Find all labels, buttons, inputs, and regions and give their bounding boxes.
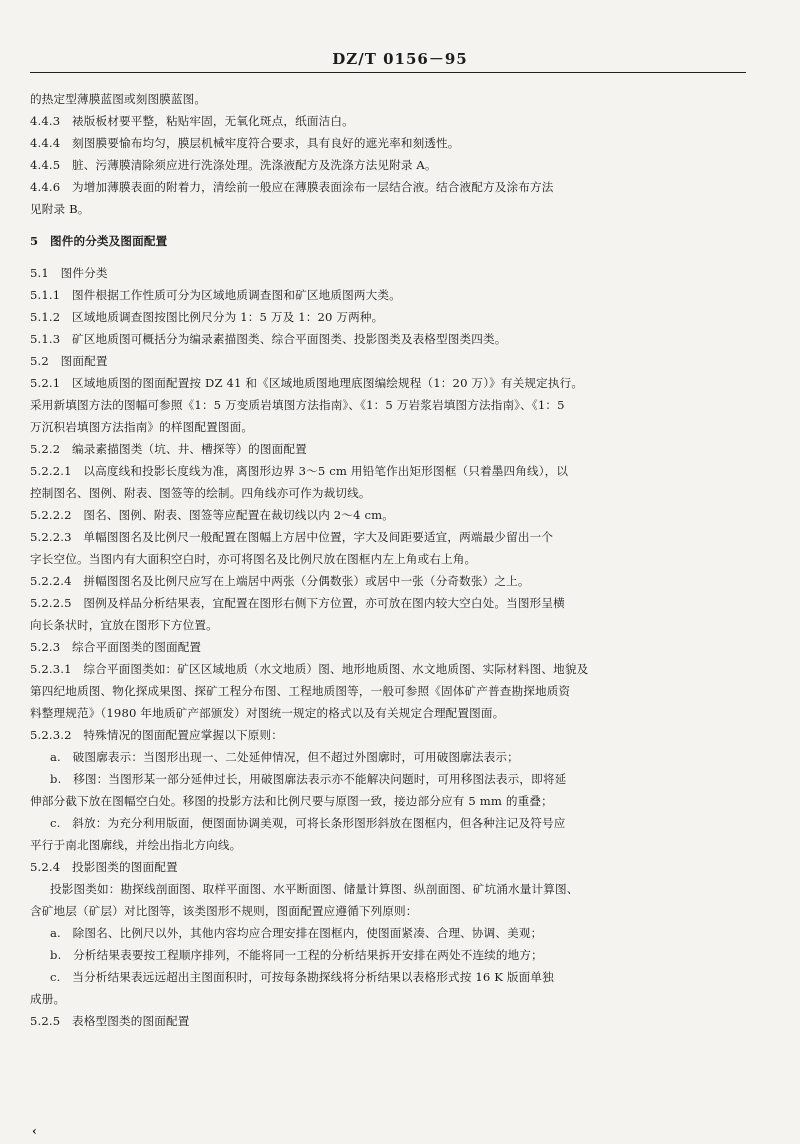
subsection-heading: 5.2 图面配置 [30,354,108,368]
standard-code-header: DZ/T 0156－95 [332,50,468,68]
text-line: 4.4.3 裱版板材要平整，粘贴牢固，无氧化斑点，纸面洁白。 [30,114,354,128]
text-line: 料整理规范》（1980 年地质矿产部颁发）对图统一规定的格式以及有关规定合理配置图面。 [30,706,505,720]
text-line: 采用新填图方法的图幅可参照《1：5 万变质岩填图方法指南》、《1：5 万岩浆岩填图方法指南》、《1：5 [30,398,565,412]
text-line: 5.2.3.1 综合平面图类如：矿区区域地质（水文地质）图、地形地质图、水文地质图、实际材料图、地貌及 [30,662,589,676]
text-line: 见附录 B。 [30,202,90,216]
text-line: 5.2.3 综合平面图类的图面配置 [30,640,202,654]
text-line: 5.2.1 区域地质图的图面配置按 DZ 41 和《区域地质图地理底图编绘规程（1：20 万）》有关规定执行。 [30,376,584,390]
text-line: 成册。 [30,992,66,1006]
text-line: 5.2.3.2 特殊情况的图面配置应掌握以下原则： [30,728,283,742]
text-line: 的热定型薄膜蓝图或刻图膜蓝图。 [30,92,207,106]
list-item: c. 斜放：为充分利用版面，便图面协调美观，可将长条形图形斜放在图框内，但各种注记及符号应 [50,816,566,830]
spacer [30,252,748,262]
text-line: 5.2.2.1 以高度线和投影长度线为准，离图形边界 3～5 cm 用铅笔作出矩形图框（只着墨四角线），以 [30,464,569,478]
text-line: 控制图名、图例、附表、图签等的绘制。四角线亦可作为裁切线。 [30,486,371,500]
text-line: 5.1.1 图件根据工作性质可分为区域地质调查图和矿区地质图两大类。 [30,288,401,302]
text-line: 投影图类如：勘探线剖面图、取样平面图、水平断面图、储量计算图、纵剖面图、矿坑涌水量计算图、 [50,882,579,896]
text-line: 5.1.3 矿区地质图可概括分为编录素描图类、综合平面图类、投影图类及表格型图类四类。 [30,332,507,346]
text-line: 5.1.2 区域地质调查图按图比例尺分为 1：5 万及 1：20 万两种。 [30,310,384,324]
list-item: b. 分析结果表要按工程顺序排列，不能将同一工程的分析结果拆开安排在两处不连续的地方； [50,948,543,962]
text-line: 含矿地层（矿层）对比图等，该类图形不规则，图面配置应遵循下列原则： [30,904,418,918]
text-line: 万沉积岩填图方法指南》的样图配置图面。 [30,420,254,434]
text-line: 5.2.2.2 图名、图例、附表、图签等应配置在裁切线以内 2～4 cm。 [30,508,394,522]
spacer [30,220,748,230]
text-line: 4.4.5 脏、污薄膜清除须应进行洗涤处理。洗涤液配方及洗涤方法见附录 A。 [30,158,437,172]
text-line: 字长空位。当图内有大面积空白时，亦可将图名及比例尺放在图框内左上角或右上角。 [30,552,477,566]
list-item: c. 当分析结果表远远超出主图面积时，可按每条勘探线将分析结果以表格形式按 16 K 版面单独 [50,970,554,984]
text-line: 伸部分截下放在图幅空白处。移图的投影方法和比例尺要与原图一致，接边部分应有 5 mm 的重叠； [30,794,553,808]
text-line: 第四纪地质图、物化探成果图、探矿工程分布图、工程地质图等，一般可参照《固体矿产普查勘探地质资 [30,684,571,698]
list-item: b. 移图：当图形某一部分延伸过长，用破图廓法表示亦不能解决问题时，可用移图法表示，即将延 [50,772,567,786]
document-body [30,88,748,1032]
text-line: 向长条状时，宜放在图形下方位置。 [30,618,218,632]
text-line: 平行于南北图廓线，并绘出指北方向线。 [30,838,242,852]
text-line: 4.4.6 为增加薄膜表面的附着力，清绘前一般应在薄膜表面涂布一层结合液。结合液配方及涂布方法 [30,180,554,194]
text-line: 5.2.2.5 图例及样品分析结果表，宜配置在图形右侧下方位置，亦可放在图内较大空白处。当图形呈横 [30,596,565,610]
page-mark: ‹ [32,1124,37,1138]
text-line: 4.4.4 刻图膜要愉布均匀，膜层机械牢度符合要求，具有良好的遮光率和刻透性。 [30,136,460,150]
list-item: a. 除图名、比例尺以外，其他内容均应合理安排在图框内，使图面紧凑、合理、协调、美观； [50,926,543,940]
list-item: a. 破图廓表示：当图形出现一、二处延伸情况，但不超过外图廓时，可用破图廓法表示； [50,750,519,764]
subsection-heading: 5.1 图件分类 [30,266,108,280]
text-line: 5.2.5 表格型图类的图面配置 [30,1014,190,1028]
text-line: 5.2.2.4 拼幅图图名及比例尺应写在上端居中两张（分偶数张）或居中一张（分奇数张）之上。 [30,574,530,588]
section-heading: 5 图件的分类及图面配置 [30,234,168,248]
text-line: 5.2.4 投影图类的图面配置 [30,860,178,874]
header-rule [30,72,746,73]
text-line: 5.2.2 编录素描图类（坑、井、槽探等）的图面配置 [30,442,307,456]
text-line: 5.2.2.3 单幅图图名及比例尺一般配置在图幅上方居中位置，字大及间距要适宜，两端最少留出一个 [30,530,554,544]
